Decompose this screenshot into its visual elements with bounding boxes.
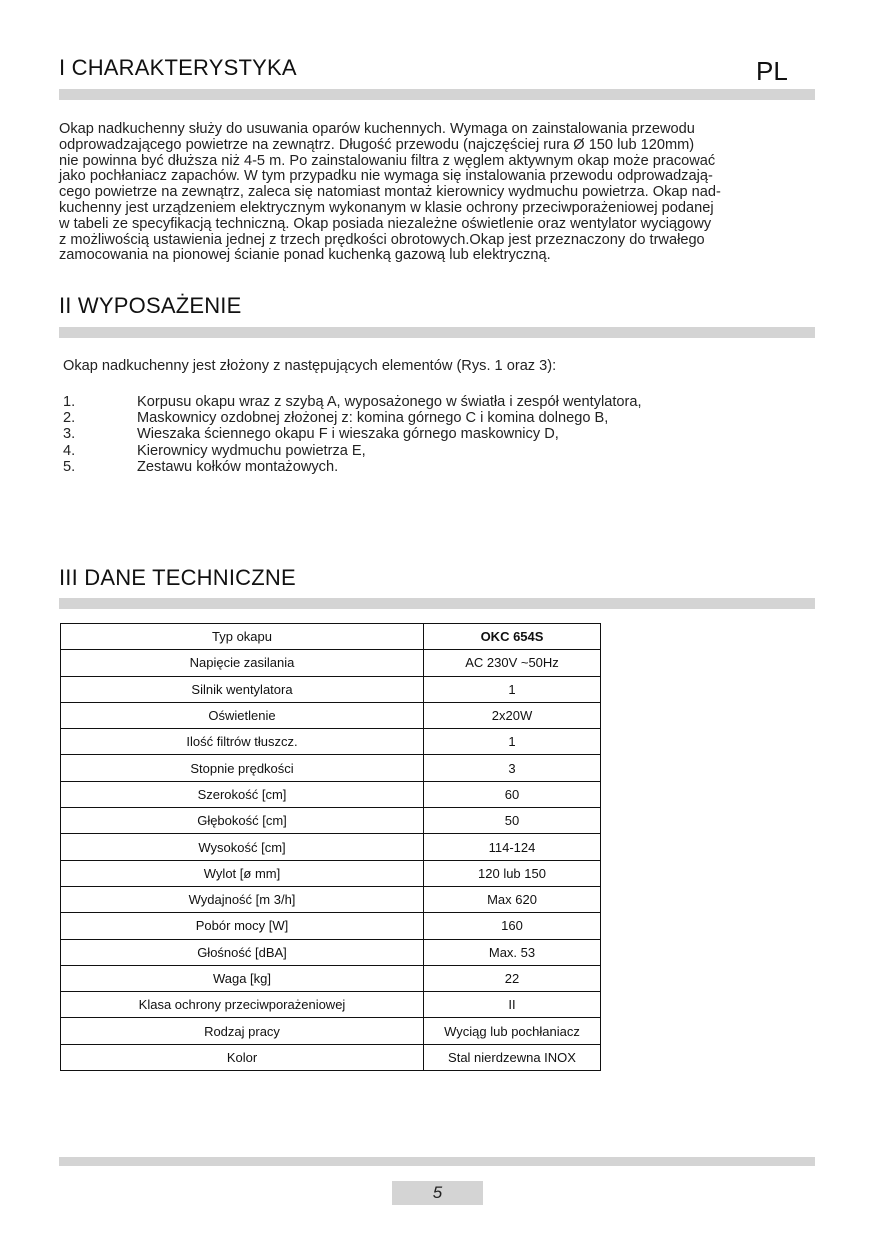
table-cell-label: Szerokość [cm]	[61, 781, 424, 807]
list-item	[63, 426, 803, 442]
table-cell-label: Typ okapu	[61, 624, 424, 650]
section-divider	[59, 327, 815, 338]
table-row	[61, 624, 601, 650]
paragraph-line: jako pochłaniacz zapachów. W tym przypadku nie wymaga się instalowania przewodu odprowadzają-	[59, 168, 713, 185]
page-number: 5	[392, 1181, 483, 1205]
equipment-intro: Okap nadkuchenny jest złożony z następujących elementów (Rys. 1 oraz 3):	[63, 358, 557, 374]
list-item	[63, 459, 803, 475]
list-item-number: 3.	[63, 426, 76, 443]
paragraph-line: cego powietrze na zewnątrz, zaleca się natomiast montaż kierownicy wydmuchu powietrza. Okap nad-	[59, 184, 721, 201]
paragraph-line: odprowadzającego powietrze na zewnątrz. Długość przewodu (najczęściej rura Ø 150 lub 120mm)	[59, 136, 695, 153]
list-item-text: Korpusu okapu wraz z szybą A, wyposażonego w światła i zespół wentylatora,	[137, 394, 642, 410]
table-row	[61, 992, 601, 1018]
table-cell-label: Pobór mocy [W]	[61, 913, 424, 939]
paragraph-line: nie powinna być dłuższa niż 4-5 m. Po zainstalowaniu filtra z węglem aktywnym okap może pracować	[59, 152, 716, 169]
table-cell-value: Max 620	[424, 886, 601, 912]
table-row	[61, 808, 601, 834]
table-cell-label: Kolor	[61, 1044, 424, 1070]
paragraph-line: kuchenny jest urządzeniem elektrycznym wykonanym w klasie ochrony przeciwporażeniowej podanej	[59, 199, 714, 216]
table-cell-value: 2x20W	[424, 702, 601, 728]
table-cell-value: 1	[424, 676, 601, 702]
table-cell-label: Oświetlenie	[61, 702, 424, 728]
table-row	[61, 729, 601, 755]
table-row	[61, 702, 601, 728]
table-cell-value: 50	[424, 808, 601, 834]
table-row	[61, 755, 601, 781]
paragraph-line: zamocowania na pionowej ścianie ponad kuchenką gazową lub elektryczną.	[59, 247, 551, 264]
table-cell-label: Wysokość [cm]	[61, 834, 424, 860]
table-cell-label: Klasa ochrony przeciwporażeniowej	[61, 992, 424, 1018]
section-title-wyposazenie: II WYPOSAŻENIE	[59, 293, 242, 318]
list-item-number: 4.	[63, 442, 76, 459]
table-cell-label: Silnik wentylatora	[61, 676, 424, 702]
table-cell-value: 22	[424, 965, 601, 991]
table-row	[61, 913, 601, 939]
table-cell-value: 1	[424, 729, 601, 755]
paragraph-line: Okap nadkuchenny służy do usuwania oparów kuchennych. Wymaga on zainstalowania przewodu	[59, 121, 695, 137]
list-item	[63, 443, 803, 459]
list-item-number: 1.	[63, 394, 76, 410]
table-row	[61, 965, 601, 991]
table-cell-value: Stal nierdzewna INOX	[424, 1044, 601, 1070]
equipment-list	[63, 394, 803, 475]
table-row	[61, 939, 601, 965]
table-cell-label: Napięcie zasilania	[61, 650, 424, 676]
table-cell-label: Głębokość [cm]	[61, 808, 424, 834]
table-row	[61, 886, 601, 912]
table-cell-value: 120 lub 150	[424, 860, 601, 886]
paragraph-line: w tabeli ze specyfikacją techniczną. Okap posiada niezależne oświetlenie oraz wentylator wyciągowy	[59, 215, 712, 232]
footer-divider	[59, 1157, 815, 1166]
paragraph-line: z możliwością ustawienia jednej z trzech prędkości obrotowych.Okap jest przeznaczony do trwałego	[59, 231, 705, 248]
table-cell-value: 160	[424, 913, 601, 939]
table-row	[61, 676, 601, 702]
table-cell-value: OKC 654S	[424, 624, 601, 650]
table-cell-value: Max. 53	[424, 939, 601, 965]
section-divider	[59, 598, 815, 609]
list-item-number: 2.	[63, 410, 76, 427]
list-item-text: Zestawu kołków montażowych.	[137, 458, 339, 475]
table-cell-value: 3	[424, 755, 601, 781]
table-row	[61, 860, 601, 886]
table-row	[61, 834, 601, 860]
table-row	[61, 1044, 601, 1070]
table-cell-value: AC 230V ~50Hz	[424, 650, 601, 676]
list-item-text: Wieszaka ściennego okapu F i wieszaka górnego maskownicy D,	[137, 426, 559, 443]
table-row	[61, 650, 601, 676]
technical-data-table	[60, 623, 601, 1071]
list-item-text: Kierownicy wydmuchu powietrza E,	[137, 442, 366, 459]
table-cell-label: Wylot [ø mm]	[61, 860, 424, 886]
table-cell-value: 60	[424, 781, 601, 807]
list-item-number: 5.	[63, 458, 76, 475]
section-divider	[59, 89, 815, 100]
table-cell-label: Stopnie prędkości	[61, 755, 424, 781]
table-cell-value: Wyciąg lub pochłaniacz	[424, 1018, 601, 1044]
language-code: PL	[756, 56, 788, 86]
table-cell-label: Ilość filtrów tłuszcz.	[61, 729, 424, 755]
characteristics-paragraph	[59, 122, 815, 264]
table-cell-label: Wydajność [m 3/h]	[61, 886, 424, 912]
section-title-charakterystyka: I CHARAKTERYSTYKA	[59, 55, 297, 80]
list-item	[63, 394, 803, 410]
list-item	[63, 410, 803, 426]
table-cell-label: Rodzaj pracy	[61, 1018, 424, 1044]
table-cell-value: II	[424, 992, 601, 1018]
table-row	[61, 1018, 601, 1044]
table-cell-label: Waga [kg]	[61, 965, 424, 991]
section-title-dane-techniczne: III DANE TECHNICZNE	[59, 565, 296, 590]
table-row	[61, 781, 601, 807]
list-item-text: Maskownicy ozdobnej złożonej z: komina górnego C i komina dolnego B,	[137, 410, 609, 427]
table-cell-label: Głośność [dBA]	[61, 939, 424, 965]
table-cell-value: 114-124	[424, 834, 601, 860]
